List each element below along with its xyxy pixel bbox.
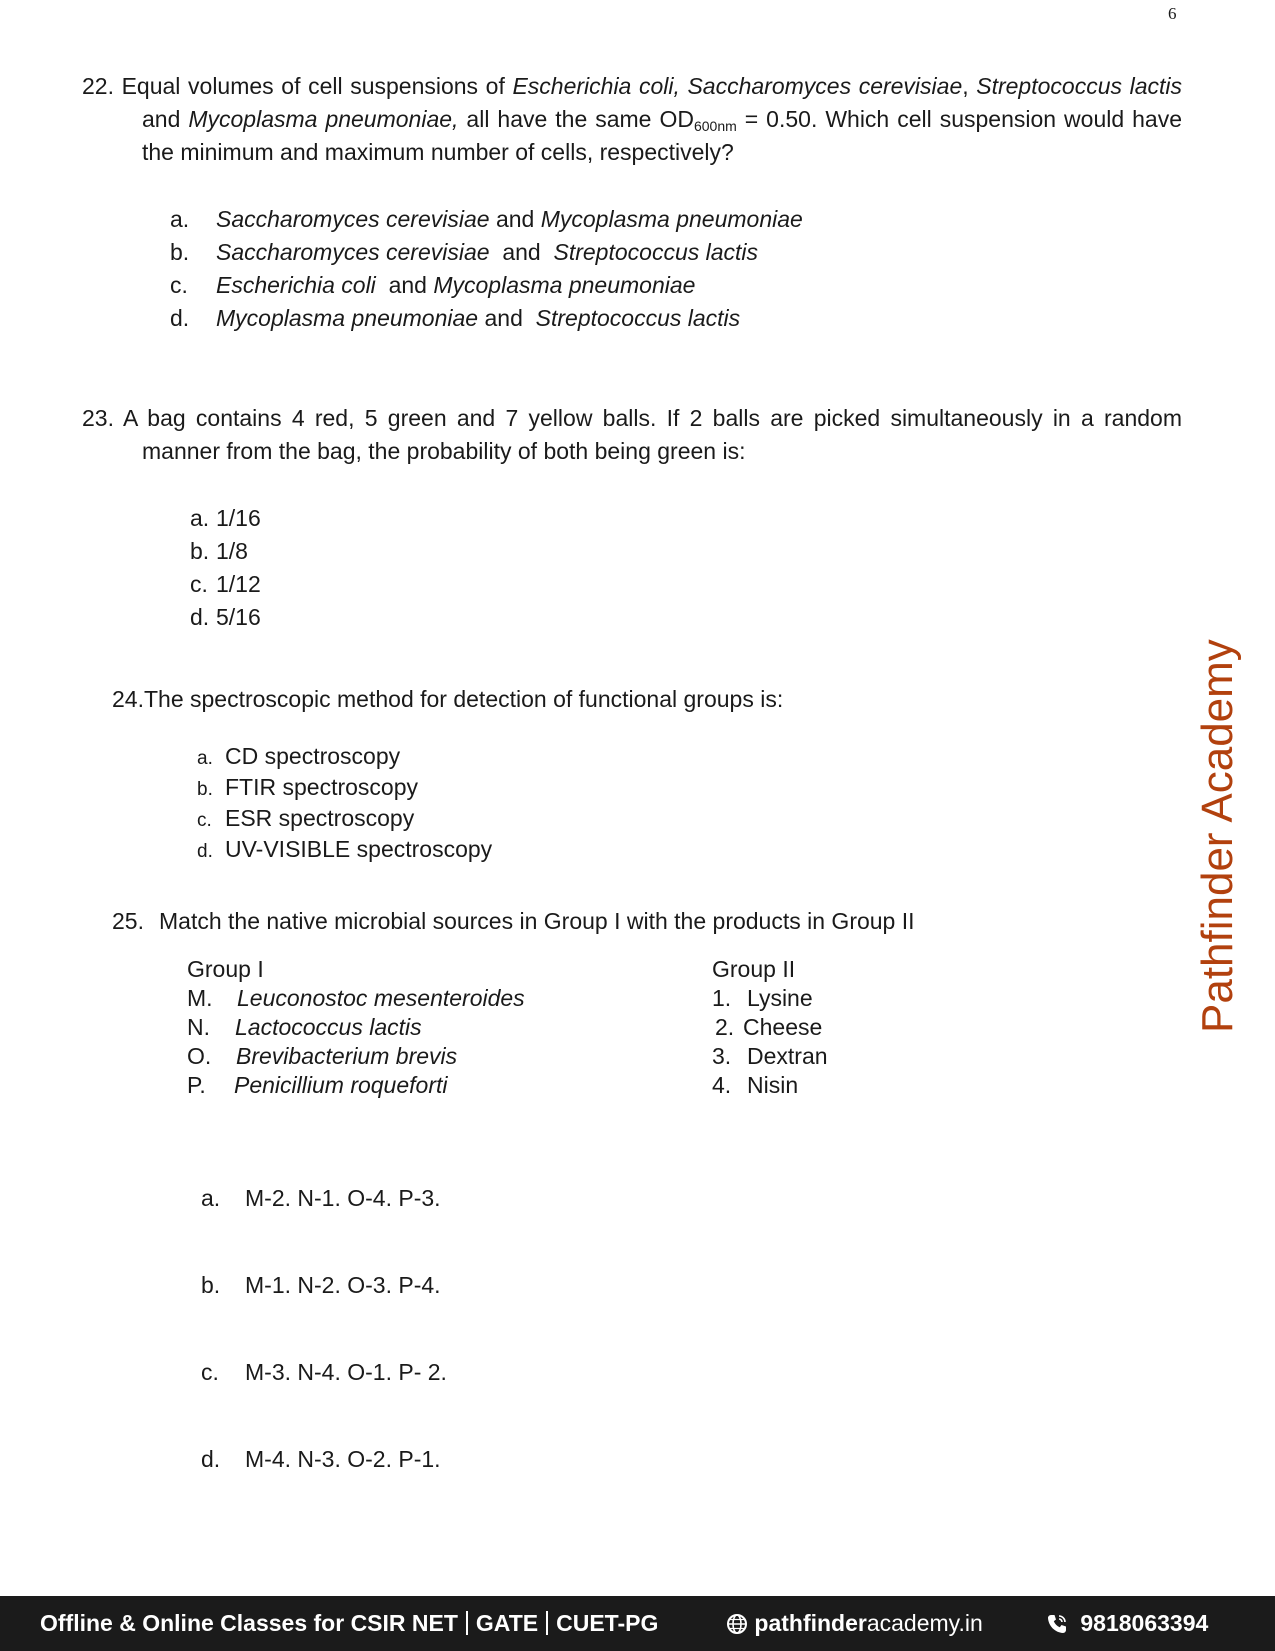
item-label: P. [187, 1072, 206, 1098]
option-text: and [484, 305, 523, 331]
option-text: M-4. N-3. O-2. P-1. [245, 1446, 441, 1472]
stem-text: A bag contains 4 red, 5 green and 7 yellow balls. If 2 balls are picked simultaneously in a random manner from the bag, the probability of both being green is: [122, 405, 1182, 464]
item-text: Leuconostoc mesenteroides [237, 985, 525, 1011]
item-text: Lysine [747, 985, 813, 1011]
footer-bar [0, 1596, 1275, 1651]
option-d [201, 1445, 447, 1474]
footer-cuet: CUET-PG [556, 1610, 659, 1636]
group-1-item [187, 1013, 525, 1042]
item-label: N. [187, 1014, 210, 1040]
question-25 [112, 905, 1182, 938]
question-23-stem [82, 402, 1182, 468]
site-name-rest: academy.in [866, 1610, 983, 1636]
question-number: 24. [112, 686, 144, 712]
option-text: 1/12 [216, 571, 261, 597]
stem-text: Match the native microbial sources in Group I with the products in Group II [159, 908, 915, 934]
option-label: d. [201, 1446, 221, 1472]
option-text: Saccharomyces cerevisiae [216, 239, 490, 265]
question-22-options [170, 203, 803, 335]
option-text: Mycoplasma pneumoniae [216, 305, 479, 331]
group-2-item [712, 1042, 828, 1071]
option-text: UV-VISIBLE spectroscopy [225, 836, 493, 862]
divider [466, 1611, 468, 1635]
item-text: Penicillium roqueforti [234, 1072, 448, 1098]
option-text: and [388, 272, 427, 298]
option-text: Saccharomyces cerevisiae [216, 206, 490, 232]
option-a [197, 742, 492, 773]
question-number: 25. [112, 908, 144, 934]
group-1-title: Group I [187, 956, 264, 982]
question-25-stem [112, 905, 1182, 938]
item-text: Cheese [743, 1014, 823, 1040]
option-c [201, 1358, 447, 1387]
option-text: and [502, 239, 541, 265]
item-text: Dextran [747, 1043, 828, 1069]
option-label: a. [201, 1185, 221, 1211]
group-1-item [187, 984, 525, 1013]
option-text: M-1. N-2. O-3. P-4. [245, 1272, 441, 1298]
item-label: O. [187, 1043, 212, 1069]
question-22 [82, 70, 1182, 169]
stem-text: all have the same OD [466, 106, 694, 132]
phone-icon [1046, 1613, 1068, 1635]
group-2-item [712, 984, 828, 1013]
watermark [1193, 618, 1242, 1033]
question-25-options [201, 1126, 447, 1503]
stem-text: The spectroscopic method for detection of functional groups is: [143, 686, 784, 712]
group-1-item [187, 1042, 525, 1071]
option-label: a. [197, 748, 213, 769]
option-text: ESR spectroscopy [225, 805, 415, 831]
item-text: Lactococcus lactis [235, 1014, 422, 1040]
stem-text: = 0.50. Which cell suspension would have the minimum and maximum number of cells, respectively? [142, 106, 1182, 165]
option-a [170, 203, 803, 236]
option-b [201, 1271, 447, 1300]
item-label: 3. [712, 1043, 732, 1069]
option-d [170, 302, 803, 335]
option-d [190, 601, 261, 634]
option-label: d. [170, 305, 190, 331]
group-2-item [712, 1071, 828, 1100]
option-label: d. [197, 841, 213, 862]
item-label: M. [187, 985, 213, 1011]
group-2 [712, 955, 828, 1100]
option-label: c. [170, 272, 188, 298]
footer-classes-text: Offline & Online Classes for CSIR NET [40, 1610, 458, 1636]
stem-text: , [962, 73, 969, 99]
item-label: 4. [712, 1072, 732, 1098]
footer-website[interactable] [726, 1596, 983, 1651]
watermark-text: Pathfinder Academy [1193, 639, 1242, 1033]
question-number: 23. [82, 405, 114, 431]
question-23 [82, 402, 1182, 468]
option-text: CD spectroscopy [225, 743, 401, 769]
question-22-stem [82, 70, 1182, 169]
stem-text: Equal volumes of cell suspensions of [121, 73, 505, 99]
option-a [190, 502, 261, 535]
page-number: 6 [1168, 4, 1177, 23]
question-24-stem [112, 683, 1182, 716]
item-text: Brevibacterium brevis [236, 1043, 458, 1069]
option-label: b. [197, 779, 213, 800]
option-b [197, 773, 492, 804]
group-2-title: Group II [712, 956, 796, 982]
option-c [170, 269, 803, 302]
option-text: FTIR spectroscopy [225, 774, 418, 800]
group-1-item [187, 1071, 525, 1100]
option-c [190, 568, 261, 601]
option-text: Mycoplasma pneumoniae [540, 206, 803, 232]
option-b [190, 535, 261, 568]
species-name: Escherichia coli, [512, 73, 680, 99]
option-d [197, 835, 492, 866]
option-label: b. [190, 538, 210, 564]
option-text: M-3. N-4. O-1. P- 2. [245, 1359, 447, 1385]
option-text: M-2. N-1. O-4. P-3. [245, 1185, 441, 1211]
option-label: c. [190, 571, 208, 597]
option-text: 1/8 [216, 538, 248, 564]
footer-gate: GATE [475, 1610, 539, 1636]
site-name-bold: pathfinder [754, 1610, 867, 1636]
option-text: 5/16 [216, 604, 261, 630]
option-label: d. [190, 604, 210, 630]
question-24 [112, 683, 1182, 716]
subscript: 600nm [693, 118, 737, 134]
question-number: 22. [82, 73, 114, 99]
footer-phone[interactable] [1046, 1596, 1208, 1651]
group-1 [187, 955, 525, 1100]
option-label: a. [190, 505, 210, 531]
item-text: Nisin [747, 1072, 799, 1098]
species-name: Mycoplasma pneumoniae, [188, 106, 459, 132]
option-text: Mycoplasma pneumoniae [433, 272, 696, 298]
globe-icon [726, 1613, 748, 1635]
option-c [197, 804, 492, 835]
option-text: Streptococcus lactis [535, 305, 741, 331]
option-label: c. [201, 1359, 219, 1385]
question-24-options [197, 742, 492, 866]
option-a [201, 1184, 447, 1213]
option-label: c. [197, 810, 212, 831]
species-name: Saccharomyces cerevisiae [687, 73, 963, 99]
stem-text: and [142, 106, 181, 132]
option-text: and [495, 206, 535, 232]
item-label: 2. [715, 1014, 735, 1040]
divider [546, 1611, 548, 1635]
question-23-options [190, 502, 261, 634]
option-text: 1/16 [216, 505, 261, 531]
option-label: a. [170, 206, 190, 232]
item-label: 1. [712, 985, 732, 1011]
option-label: b. [201, 1272, 221, 1298]
footer-classes [40, 1596, 658, 1651]
option-b [170, 236, 803, 269]
phone-number: 9818063394 [1080, 1610, 1209, 1636]
option-text: Streptococcus lactis [553, 239, 759, 265]
species-name: Streptococcus lactis [976, 73, 1182, 99]
group-2-item [712, 1013, 828, 1042]
option-text: Escherichia coli [216, 272, 376, 298]
option-label: b. [170, 239, 190, 265]
